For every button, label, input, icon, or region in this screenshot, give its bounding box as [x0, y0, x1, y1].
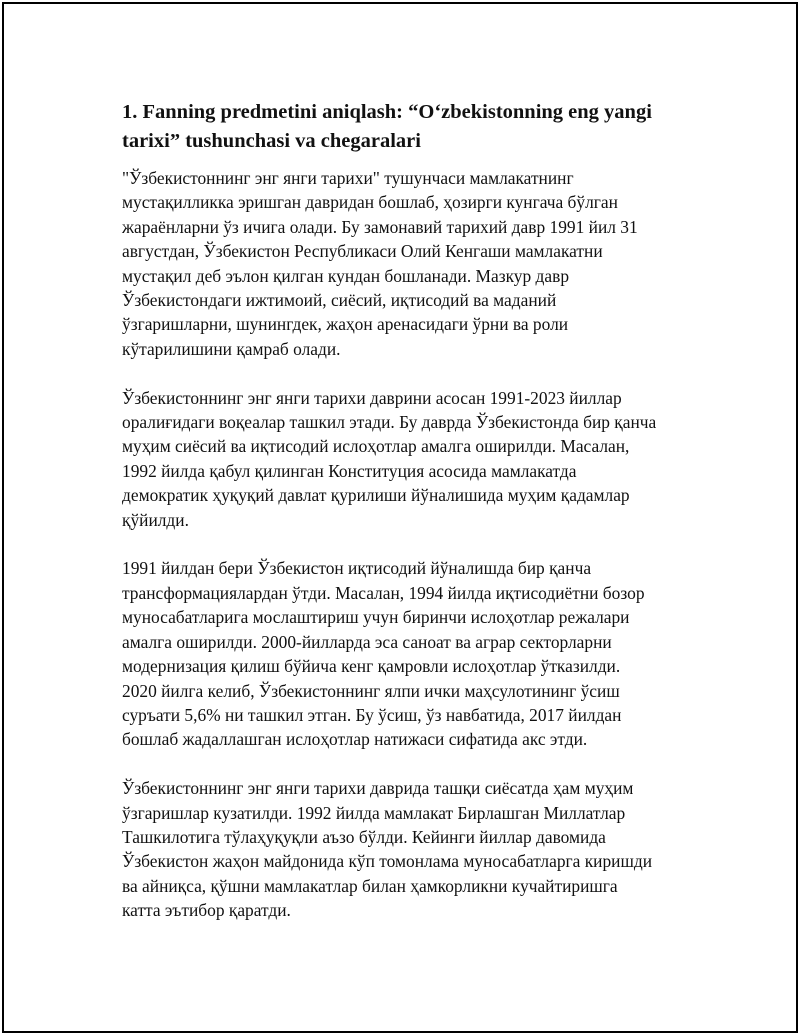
paragraph-1 — [122, 166, 700, 361]
text-line: амалга оширилди. 2000-йилларда эса саноат ва аграр секторларни — [122, 631, 612, 652]
text-line: мустақил деб эълон қилган кундан бошланади. Мазкур давр — [122, 265, 570, 286]
text-line: суръати 5,6% ни ташкил этган. Бу ўсиш, ўз навбатида, 2017 йилдан — [122, 704, 622, 725]
text-line: августдан, Ўзбекистон Республикаси Олий Кенгаши мамлакатни — [122, 241, 603, 262]
text-line: оралиғидаги воқеалар ташкил этади. Бу даврда Ўзбекистонда бир қанча — [122, 412, 657, 433]
text-line: бошлаб жадаллашган ислоҳотлар натижаси сифатида акс этди. — [122, 729, 588, 750]
text-line: модернизация қилиш бўйича кенг қамровли ислоҳотлар ўтказилди. — [122, 656, 621, 677]
text-line: 1992 йилда қабул қилинган Конституция асосида мамлакатда — [122, 460, 577, 481]
text-line: "Ўзбекистоннинг энг янги тарихи" тушунчаси мамлакатнинг — [122, 168, 574, 188]
text-line: трансформациялардан ўтди. Масалан, 1994 йилда иқтисодиётни бозор — [122, 582, 645, 603]
text-line: қўйилди. — [122, 509, 189, 530]
text-line: муҳим сиёсий ва иқтисодий ислоҳотлар амалга оширилди. Масалан, — [122, 436, 630, 457]
text-line: кўтарилишини қамраб олади. — [122, 338, 341, 359]
document-page — [2, 2, 798, 1033]
heading-line: tarixi” tushunchasi va chegaralari — [122, 130, 421, 152]
heading-line: 1. Fanning predmetini aniqlash: “O‘zbekistonning eng yangi — [122, 101, 652, 123]
section-heading — [122, 98, 700, 156]
paragraph-4 — [122, 776, 700, 922]
text-line: ўзгаришлар кузатилди. 1992 йилда мамлакат Бирлашган Миллатлар — [122, 802, 626, 823]
text-line: Ўзбекистоннинг энг янги тарихи даврини асосан 1991-2023 йиллар — [122, 387, 622, 408]
text-line: катта эътибор қаратди. — [122, 900, 291, 921]
text-line: жараёнларни ўз ичига олади. Бу замонавий тарихий давр 1991 йил 31 — [122, 216, 638, 237]
text-line: 2020 йилга келиб, Ўзбекистоннинг ялпи ички маҳсулотининг ўсиш — [122, 680, 620, 701]
text-line: ўзгаришларни, шунингдек, жаҳон аренасидаги ўрни ва роли — [122, 314, 569, 335]
text-line: демократик ҳуқуқий давлат қурилиши йўналишида муҳим қадамлар — [122, 485, 630, 506]
paragraph-2 — [122, 386, 700, 532]
text-line: 1991 йилдан бери Ўзбекистон иқтисодий йўналишда бир қанча — [122, 558, 592, 579]
text-line: ва айниқса, қўшни мамлакатлар билан ҳамкорликни кучайтиришга — [122, 875, 618, 896]
text-line: Ўзбекистон жаҳон майдонида кўп томонлама муносабатларга киришди — [122, 851, 653, 872]
text-line: Ташкилотига тўлаҳуқуқли аъзо бўлди. Кейинги йиллар давомида — [122, 826, 606, 847]
paragraph-3 — [122, 556, 700, 751]
text-line: мустақилликка эришган давридан бошлаб, ҳозирги кунгача бўлган — [122, 192, 618, 213]
document-content — [122, 98, 700, 947]
text-line: Ўзбекистондаги ижтимоий, сиёсий, иқтисодий ва маданий — [122, 290, 557, 311]
text-line: Ўзбекистоннинг энг янги тарихи даврида ташқи сиёсатда ҳам муҳим — [122, 778, 634, 799]
text-line: муносабатларига мослаштириш учун биринчи ислоҳотлар режалари — [122, 607, 630, 628]
